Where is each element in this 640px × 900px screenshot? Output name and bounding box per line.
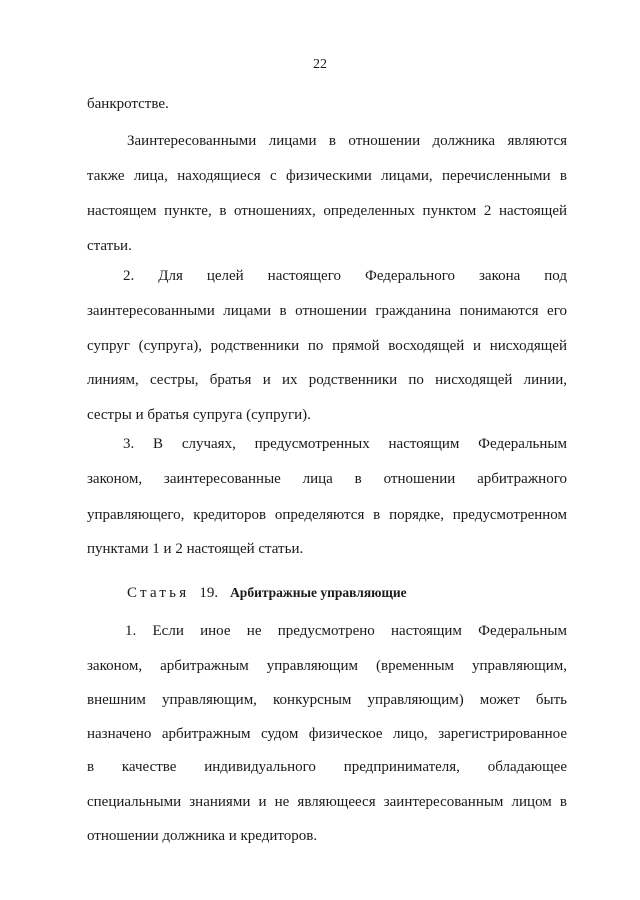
paragraph-line: также лица, находящиеся с физическими лицами, перечисленными в	[87, 168, 567, 184]
paragraph-line: сестры и братья супруга (супруги).	[87, 407, 311, 423]
paragraph-line: законом, заинтересованные лица в отношении арбитражного	[87, 471, 567, 487]
paragraph-line: заинтересованными лицами в отношении гражданина понимаются его	[87, 303, 567, 319]
page-number: 22	[313, 57, 327, 72]
article-number: 19.	[199, 585, 219, 601]
paragraph-line: 2. Для целей настоящего Федерального закона под	[123, 268, 567, 284]
paragraph-line: супруг (супруга), родственники по прямой восходящей и нисходящей	[87, 338, 567, 354]
paragraph-line: пунктами 1 и 2 настоящей статьи.	[87, 541, 304, 557]
paragraph-line: статьи.	[87, 238, 132, 254]
paragraph-line: в качестве индивидуального предпринимателя, обладающее	[87, 759, 567, 775]
article-title: Арбитражные управляющие	[230, 585, 407, 600]
paragraph-line: специальными знаниями и не являющееся заинтересованным лицом в	[87, 794, 567, 810]
paragraph-line: управляющего, кредиторов определяются в порядке, предусмотренном	[87, 507, 567, 523]
paragraph-line: Заинтересованными лицами в отношении должника являются	[127, 133, 567, 149]
paragraph-line: назначено арбитражным судом физическое лицо, зарегистрированное	[87, 726, 567, 742]
paragraph-line: 3. В случаях, предусмотренных настоящим Федеральным	[123, 436, 567, 452]
paragraph-line: отношении должника и кредиторов.	[87, 828, 318, 844]
paragraph-line: 1. Если иное не предусмотрено настоящим Федеральным	[125, 623, 567, 639]
article-label: Статья	[127, 585, 190, 601]
paragraph-line: законом, арбитражным управляющим (временным управляющим,	[87, 658, 567, 674]
paragraph-line: линиям, сестры, братья и их родственники по нисходящей линии,	[87, 372, 567, 388]
paragraph-line: внешним управляющим, конкурсным управляющим) может быть	[87, 692, 567, 708]
paragraph-line: настоящем пункте, в отношениях, определенных пунктом 2 настоящей	[87, 203, 567, 219]
paragraph-line: банкротстве.	[87, 96, 169, 112]
article-heading	[127, 583, 407, 603]
